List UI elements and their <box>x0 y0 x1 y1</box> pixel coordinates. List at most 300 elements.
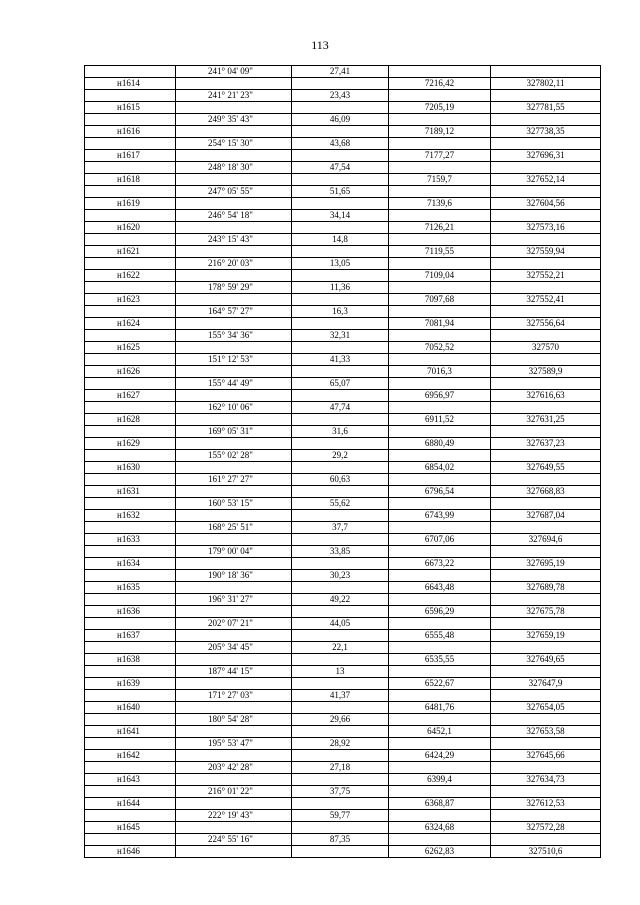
empty-cell <box>389 234 491 246</box>
x-coordinate: 6452,1 <box>389 726 491 738</box>
segment-length: 55,62 <box>292 498 389 510</box>
empty-cell <box>85 786 176 798</box>
empty-cell <box>491 210 601 222</box>
empty-cell <box>491 570 601 582</box>
segment-length: 30,23 <box>292 570 389 582</box>
empty-cell <box>292 78 389 90</box>
point-row <box>85 702 601 714</box>
x-coordinate: 6368,87 <box>389 798 491 810</box>
y-coordinate: 327689,78 <box>491 582 601 594</box>
x-coordinate: 6956,97 <box>389 390 491 402</box>
empty-cell <box>85 474 176 486</box>
empty-cell <box>491 714 601 726</box>
x-coordinate: 7126,21 <box>389 222 491 234</box>
point-name: н1640 <box>85 702 176 714</box>
x-coordinate: 6262,83 <box>389 846 491 858</box>
empty-cell <box>85 546 176 558</box>
empty-cell <box>292 150 389 162</box>
point-row <box>85 510 601 522</box>
y-coordinate: 327556,64 <box>491 318 601 330</box>
empty-cell <box>491 402 601 414</box>
segment-length: 41,33 <box>292 354 389 366</box>
empty-cell <box>292 438 389 450</box>
point-name: н1639 <box>85 678 176 690</box>
empty-cell <box>292 126 389 138</box>
y-coordinate: 327604,56 <box>491 198 601 210</box>
empty-cell <box>85 234 176 246</box>
y-coordinate: 327653,58 <box>491 726 601 738</box>
point-name: н1614 <box>85 78 176 90</box>
empty-cell <box>491 66 601 78</box>
x-coordinate: 6596,29 <box>389 606 491 618</box>
direction-angle: 205° 34' 45" <box>176 642 292 654</box>
empty-cell <box>176 846 292 858</box>
empty-cell <box>85 354 176 366</box>
segment-row <box>85 666 601 678</box>
y-coordinate: 327552,21 <box>491 270 601 282</box>
coordinates-table <box>84 65 601 858</box>
empty-cell <box>389 450 491 462</box>
segment-row <box>85 282 601 294</box>
segment-row <box>85 450 601 462</box>
empty-cell <box>389 786 491 798</box>
point-row <box>85 654 601 666</box>
empty-cell <box>176 510 292 522</box>
segment-row <box>85 258 601 270</box>
direction-angle: 190° 18' 36" <box>176 570 292 582</box>
empty-cell <box>491 474 601 486</box>
empty-cell <box>389 282 491 294</box>
empty-cell <box>292 822 389 834</box>
empty-cell <box>389 426 491 438</box>
direction-angle: 179° 00' 04" <box>176 546 292 558</box>
segment-length: 22,1 <box>292 642 389 654</box>
empty-cell <box>389 666 491 678</box>
x-coordinate: 7205,19 <box>389 102 491 114</box>
direction-angle: 180° 54' 28" <box>176 714 292 726</box>
empty-cell <box>491 594 601 606</box>
empty-cell <box>491 738 601 750</box>
y-coordinate: 327573,16 <box>491 222 601 234</box>
empty-cell <box>389 162 491 174</box>
direction-angle: 202° 07' 21" <box>176 618 292 630</box>
empty-cell <box>176 198 292 210</box>
x-coordinate: 6880,49 <box>389 438 491 450</box>
empty-cell <box>85 498 176 510</box>
empty-cell <box>491 834 601 846</box>
y-coordinate: 327738,35 <box>491 126 601 138</box>
point-row <box>85 630 601 642</box>
empty-cell <box>85 666 176 678</box>
empty-cell <box>389 258 491 270</box>
empty-cell <box>85 306 176 318</box>
empty-cell <box>389 498 491 510</box>
empty-cell <box>389 642 491 654</box>
x-coordinate: 7139,6 <box>389 198 491 210</box>
point-name: н1627 <box>85 390 176 402</box>
empty-cell <box>176 726 292 738</box>
point-name: н1620 <box>85 222 176 234</box>
y-coordinate: 327634,73 <box>491 774 601 786</box>
point-row <box>85 414 601 426</box>
empty-cell <box>389 330 491 342</box>
empty-cell <box>176 486 292 498</box>
empty-cell <box>491 546 601 558</box>
point-name: н1616 <box>85 126 176 138</box>
direction-angle: 161° 27' 27" <box>176 474 292 486</box>
empty-cell <box>85 714 176 726</box>
segment-row <box>85 234 601 246</box>
segment-length: 32,31 <box>292 330 389 342</box>
point-row <box>85 126 601 138</box>
empty-cell <box>491 354 601 366</box>
direction-angle: 203° 42' 28" <box>176 762 292 774</box>
empty-cell <box>389 690 491 702</box>
empty-cell <box>85 426 176 438</box>
empty-cell <box>176 270 292 282</box>
empty-cell <box>176 294 292 306</box>
empty-cell <box>85 258 176 270</box>
empty-cell <box>292 102 389 114</box>
empty-cell <box>292 678 389 690</box>
direction-angle: 249° 35' 43" <box>176 114 292 126</box>
empty-cell <box>491 522 601 534</box>
empty-cell <box>176 798 292 810</box>
point-row <box>85 318 601 330</box>
empty-cell <box>176 342 292 354</box>
direction-angle: 254° 15' 30" <box>176 138 292 150</box>
point-row <box>85 78 601 90</box>
empty-cell <box>491 306 601 318</box>
direction-angle: 155° 44' 49" <box>176 378 292 390</box>
segment-length: 13 <box>292 666 389 678</box>
empty-cell <box>389 762 491 774</box>
x-coordinate: 7097,68 <box>389 294 491 306</box>
empty-cell <box>389 306 491 318</box>
y-coordinate: 327668,83 <box>491 486 601 498</box>
segment-row <box>85 162 601 174</box>
segment-row <box>85 306 601 318</box>
point-row <box>85 150 601 162</box>
point-name: н1633 <box>85 534 176 546</box>
empty-cell <box>389 186 491 198</box>
segment-length: 11,36 <box>292 282 389 294</box>
empty-cell <box>292 486 389 498</box>
empty-cell <box>85 642 176 654</box>
empty-cell <box>389 402 491 414</box>
x-coordinate: 6911,52 <box>389 414 491 426</box>
segment-length: 27,41 <box>292 66 389 78</box>
empty-cell <box>292 390 389 402</box>
segment-length: 37,75 <box>292 786 389 798</box>
y-coordinate: 327647,9 <box>491 678 601 690</box>
segment-row <box>85 642 601 654</box>
empty-cell <box>292 294 389 306</box>
y-coordinate: 327781,55 <box>491 102 601 114</box>
segment-row <box>85 810 601 822</box>
point-name: н1630 <box>85 462 176 474</box>
point-name: н1617 <box>85 150 176 162</box>
point-name: н1635 <box>85 582 176 594</box>
empty-cell <box>491 426 601 438</box>
point-name: н1643 <box>85 774 176 786</box>
point-name: н1629 <box>85 438 176 450</box>
y-coordinate: 327616,63 <box>491 390 601 402</box>
segment-length: 47,54 <box>292 162 389 174</box>
point-name: н1626 <box>85 366 176 378</box>
x-coordinate: 6535,55 <box>389 654 491 666</box>
empty-cell <box>292 246 389 258</box>
direction-angle: 171° 27' 03" <box>176 690 292 702</box>
y-coordinate: 327572,28 <box>491 822 601 834</box>
segment-length: 16,3 <box>292 306 389 318</box>
empty-cell <box>292 414 389 426</box>
point-row <box>85 726 601 738</box>
empty-cell <box>292 174 389 186</box>
segment-row <box>85 546 601 558</box>
empty-cell <box>85 186 176 198</box>
empty-cell <box>85 330 176 342</box>
y-coordinate: 327552,41 <box>491 294 601 306</box>
segment-row <box>85 834 601 846</box>
empty-cell <box>389 474 491 486</box>
point-name: н1625 <box>85 342 176 354</box>
empty-cell <box>176 606 292 618</box>
point-name: н1638 <box>85 654 176 666</box>
direction-angle: 241° 04' 09" <box>176 66 292 78</box>
y-coordinate: 327612,53 <box>491 798 601 810</box>
x-coordinate: 6555,48 <box>389 630 491 642</box>
empty-cell <box>176 438 292 450</box>
point-row <box>85 270 601 282</box>
empty-cell <box>85 402 176 414</box>
empty-cell <box>292 222 389 234</box>
empty-cell <box>491 162 601 174</box>
point-row <box>85 294 601 306</box>
point-row <box>85 462 601 474</box>
direction-angle: 178° 59' 29" <box>176 282 292 294</box>
x-coordinate: 6743,99 <box>389 510 491 522</box>
empty-cell <box>292 654 389 666</box>
point-row <box>85 102 601 114</box>
segment-row <box>85 210 601 222</box>
y-coordinate: 327645,66 <box>491 750 601 762</box>
empty-cell <box>389 618 491 630</box>
point-row <box>85 390 601 402</box>
empty-cell <box>491 138 601 150</box>
segment-row <box>85 762 601 774</box>
x-coordinate: 7216,42 <box>389 78 491 90</box>
segment-row <box>85 474 601 486</box>
y-coordinate: 327589,9 <box>491 366 601 378</box>
point-row <box>85 438 601 450</box>
segment-row <box>85 330 601 342</box>
segment-row <box>85 618 601 630</box>
direction-angle: 248° 18' 30" <box>176 162 292 174</box>
point-name: н1618 <box>85 174 176 186</box>
segment-row <box>85 690 601 702</box>
segment-row <box>85 114 601 126</box>
empty-cell <box>176 222 292 234</box>
empty-cell <box>491 330 601 342</box>
empty-cell <box>389 354 491 366</box>
empty-cell <box>85 570 176 582</box>
empty-cell <box>292 534 389 546</box>
point-name: н1622 <box>85 270 176 282</box>
segment-row <box>85 426 601 438</box>
empty-cell <box>176 558 292 570</box>
empty-cell <box>85 834 176 846</box>
empty-cell <box>491 186 601 198</box>
point-row <box>85 534 601 546</box>
segment-length: 51,65 <box>292 186 389 198</box>
segment-row <box>85 138 601 150</box>
empty-cell <box>389 90 491 102</box>
point-name: н1615 <box>85 102 176 114</box>
empty-cell <box>176 318 292 330</box>
empty-cell <box>491 690 601 702</box>
empty-cell <box>85 594 176 606</box>
point-name: н1645 <box>85 822 176 834</box>
empty-cell <box>85 522 176 534</box>
y-coordinate: 327654,05 <box>491 702 601 714</box>
empty-cell <box>389 810 491 822</box>
direction-angle: 196° 31' 27" <box>176 594 292 606</box>
empty-cell <box>85 618 176 630</box>
empty-cell <box>292 702 389 714</box>
empty-cell <box>389 546 491 558</box>
empty-cell <box>176 582 292 594</box>
segment-row <box>85 66 601 78</box>
segment-length: 31,6 <box>292 426 389 438</box>
segment-length: 29,66 <box>292 714 389 726</box>
empty-cell <box>389 378 491 390</box>
empty-cell <box>85 66 176 78</box>
segment-row <box>85 90 601 102</box>
empty-cell <box>176 174 292 186</box>
empty-cell <box>85 738 176 750</box>
empty-cell <box>85 378 176 390</box>
direction-angle: 169° 05' 31" <box>176 426 292 438</box>
x-coordinate: 6673,22 <box>389 558 491 570</box>
empty-cell <box>176 630 292 642</box>
empty-cell <box>176 534 292 546</box>
point-row <box>85 774 601 786</box>
direction-angle: 162° 10' 06" <box>176 402 292 414</box>
point-row <box>85 174 601 186</box>
empty-cell <box>292 462 389 474</box>
segment-row <box>85 738 601 750</box>
x-coordinate: 7052,52 <box>389 342 491 354</box>
empty-cell <box>292 606 389 618</box>
segment-length: 29,2 <box>292 450 389 462</box>
point-name: н1621 <box>85 246 176 258</box>
y-coordinate: 327649,65 <box>491 654 601 666</box>
direction-angle: 151° 12' 53" <box>176 354 292 366</box>
y-coordinate: 327696,31 <box>491 150 601 162</box>
direction-angle: 164° 57' 27" <box>176 306 292 318</box>
point-row <box>85 678 601 690</box>
empty-cell <box>491 498 601 510</box>
segment-length: 13,05 <box>292 258 389 270</box>
segment-row <box>85 498 601 510</box>
x-coordinate: 7016,3 <box>389 366 491 378</box>
segment-length: 60,63 <box>292 474 389 486</box>
x-coordinate: 6854,02 <box>389 462 491 474</box>
point-name: н1644 <box>85 798 176 810</box>
empty-cell <box>292 630 389 642</box>
empty-cell <box>491 234 601 246</box>
point-row <box>85 582 601 594</box>
empty-cell <box>176 414 292 426</box>
direction-angle: 222° 19' 43" <box>176 810 292 822</box>
empty-cell <box>292 270 389 282</box>
segment-length: 44,05 <box>292 618 389 630</box>
segment-length: 49,22 <box>292 594 389 606</box>
x-coordinate: 7189,12 <box>389 126 491 138</box>
segment-row <box>85 714 601 726</box>
empty-cell <box>176 366 292 378</box>
empty-cell <box>85 690 176 702</box>
y-coordinate: 327637,23 <box>491 438 601 450</box>
empty-cell <box>292 318 389 330</box>
segment-length: 28,92 <box>292 738 389 750</box>
empty-cell <box>85 762 176 774</box>
point-row <box>85 222 601 234</box>
empty-cell <box>85 138 176 150</box>
point-row <box>85 342 601 354</box>
empty-cell <box>176 654 292 666</box>
x-coordinate: 7119,55 <box>389 246 491 258</box>
x-coordinate: 6796,54 <box>389 486 491 498</box>
segment-length: 47,74 <box>292 402 389 414</box>
point-row <box>85 606 601 618</box>
empty-cell <box>292 198 389 210</box>
point-name: н1631 <box>85 486 176 498</box>
y-coordinate: 327559,94 <box>491 246 601 258</box>
empty-cell <box>389 66 491 78</box>
direction-angle: 155° 02' 28" <box>176 450 292 462</box>
empty-cell <box>85 282 176 294</box>
x-coordinate: 6324,68 <box>389 822 491 834</box>
empty-cell <box>176 390 292 402</box>
empty-cell <box>389 594 491 606</box>
direction-angle: 241° 21' 23" <box>176 90 292 102</box>
empty-cell <box>176 78 292 90</box>
point-row <box>85 486 601 498</box>
empty-cell <box>491 666 601 678</box>
point-name: н1628 <box>85 414 176 426</box>
direction-angle: 216° 20' 03" <box>176 258 292 270</box>
empty-cell <box>85 90 176 102</box>
point-name: н1646 <box>85 846 176 858</box>
point-name: н1619 <box>85 198 176 210</box>
empty-cell <box>292 798 389 810</box>
point-name: н1636 <box>85 606 176 618</box>
empty-cell <box>389 522 491 534</box>
segment-length: 87,35 <box>292 834 389 846</box>
point-row <box>85 750 601 762</box>
empty-cell <box>292 558 389 570</box>
segment-length: 34,14 <box>292 210 389 222</box>
x-coordinate: 6707,06 <box>389 534 491 546</box>
segment-row <box>85 786 601 798</box>
segment-length: 46,09 <box>292 114 389 126</box>
direction-angle: 247° 05' 55" <box>176 186 292 198</box>
segment-length: 33,85 <box>292 546 389 558</box>
empty-cell <box>176 102 292 114</box>
y-coordinate: 327687,04 <box>491 510 601 522</box>
